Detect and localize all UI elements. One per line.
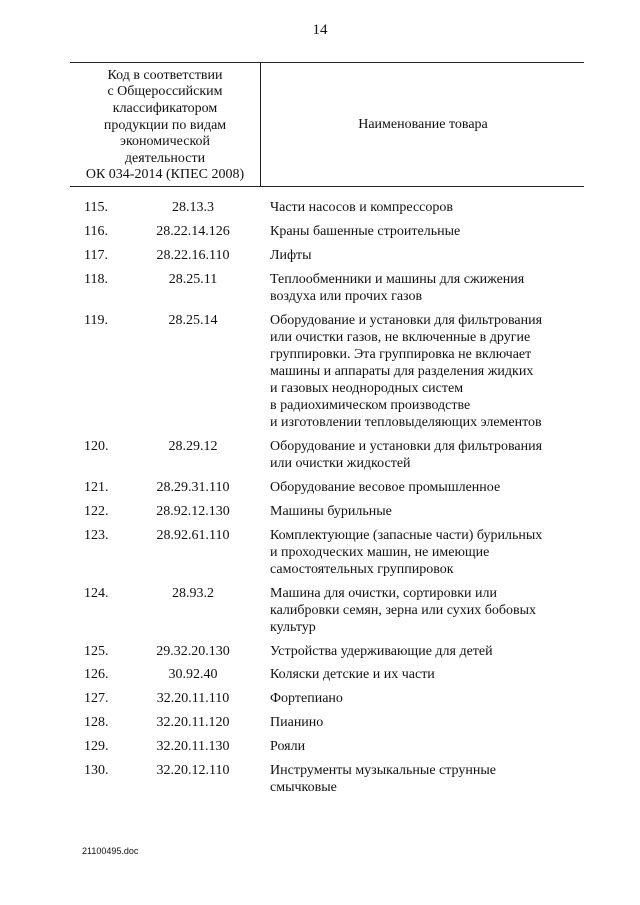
row-code: 28.29.12: [168, 439, 218, 454]
row-code: 29.32.20.130: [156, 644, 230, 659]
row-product-name-line: Рояли: [270, 739, 306, 754]
row-product-name-line: Машины бурильные: [270, 504, 392, 519]
row-number: 124.: [84, 586, 109, 601]
table-row: [0, 585, 640, 636]
row-product-name-line: Машина для очистки, сортировки или: [270, 586, 498, 601]
row-product-name-line: самостоятельных группировок: [270, 562, 454, 577]
table-row: [0, 666, 640, 683]
row-product-name-line: Устройства удерживающие для детей: [270, 644, 493, 659]
row-number: 129.: [84, 739, 109, 754]
row-code: 28.93.2: [172, 586, 214, 601]
row-product-name: [270, 247, 590, 264]
table-row: [0, 247, 640, 264]
row-product-name-line: Пианино: [270, 715, 324, 730]
header-code-line: классификатором: [112, 101, 218, 117]
row-product-name-line: Коляски детские и их части: [270, 667, 435, 682]
table-row: [0, 271, 640, 305]
header-code-line: ОК 034-2014 (КПЕС 2008): [85, 167, 245, 183]
row-number: 127.: [84, 691, 109, 706]
row-product-name-line: Оборудование и установки для фильтрования: [270, 439, 543, 454]
row-product-name: [270, 666, 590, 683]
row-product-name: [270, 479, 590, 496]
row-product-name-line: и газовых неоднородных систем: [270, 381, 464, 396]
table-row: [0, 479, 640, 496]
row-number: 115.: [84, 200, 108, 215]
row-number: 118.: [84, 272, 108, 287]
table-row: [0, 690, 640, 707]
row-product-name: [270, 199, 590, 216]
header-name-column: Наименование товара: [358, 116, 488, 132]
table-body: [0, 199, 640, 796]
row-product-name: [270, 223, 590, 240]
row-product-name-line: и изготовлении тепловыделяющих элементов: [270, 415, 542, 430]
header-code-line: с Общероссийским: [107, 84, 223, 100]
row-product-name-line: Теплообменники и машины для сжижения: [270, 272, 525, 287]
row-product-name-line: машины и аппараты для разделения жидких: [270, 364, 534, 379]
row-code: 32.20.12.110: [156, 763, 230, 778]
row-number: 119.: [84, 313, 108, 328]
row-product-name-line: или очистки жидкостей: [270, 456, 411, 471]
table-row: [0, 643, 640, 660]
table-row: [0, 223, 640, 240]
row-number: 117.: [84, 248, 108, 263]
table-row: [0, 527, 640, 578]
header-code-line: Код в соответствии: [107, 67, 223, 83]
row-product-name: [270, 527, 590, 578]
row-product-name: [270, 714, 590, 731]
row-product-name-line: смычковые: [270, 780, 337, 795]
row-number: 128.: [84, 715, 109, 730]
row-product-name-line: воздуха или прочих газов: [270, 289, 423, 304]
row-number: 126.: [84, 667, 109, 682]
row-product-name-line: и проходческих машин, не имеющие: [270, 545, 490, 560]
row-number: 120.: [84, 439, 109, 454]
row-product-name: [270, 503, 590, 520]
row-product-name-line: Оборудование весовое промышленное: [270, 480, 501, 495]
row-number: 116.: [84, 224, 108, 239]
table-row: [0, 312, 640, 431]
row-product-name: [270, 312, 590, 431]
header-code-column: [70, 63, 261, 186]
row-code: 28.29.31.110: [156, 480, 230, 495]
row-code: 28.13.3: [172, 200, 214, 215]
row-product-name-line: Краны башенные строительные: [270, 224, 461, 239]
header-code-line: деятельности: [124, 150, 206, 166]
row-product-name: [270, 438, 590, 472]
table-row: [0, 199, 640, 216]
table-header: [70, 62, 584, 187]
table-row: [0, 438, 640, 472]
row-number: 121.: [84, 480, 109, 495]
row-product-name-line: Инструменты музыкальные струнные: [270, 763, 496, 778]
row-code: 28.25.11: [168, 272, 218, 287]
row-product-name: [270, 738, 590, 755]
row-product-name-line: или очистки газов, не включенные в другие: [270, 330, 531, 345]
header-code-line: экономической: [119, 134, 211, 150]
row-number: 122.: [84, 504, 109, 519]
table-row: [0, 738, 640, 755]
row-code: 32.20.11.120: [156, 715, 230, 730]
row-product-name: [270, 762, 590, 796]
row-code: 28.22.16.110: [156, 248, 230, 263]
row-product-name-line: Оборудование и установки для фильтрования: [270, 313, 543, 328]
row-product-name-line: в радиохимическом производстве: [270, 398, 471, 413]
row-product-name-line: Фортепиано: [270, 691, 343, 706]
row-code: 28.92.61.110: [156, 528, 230, 543]
row-product-name: [270, 643, 590, 660]
row-code: 28.22.14.126: [156, 224, 230, 239]
row-product-name-line: Комплектующие (запасные части) бурильных: [270, 528, 543, 543]
row-number: 130.: [84, 763, 109, 778]
page-number: 14: [312, 22, 328, 38]
row-product-name: [270, 271, 590, 305]
row-product-name-line: калибровки семян, зерна или сухих бобовых: [270, 603, 537, 618]
header-code-line: продукции по видам: [103, 117, 227, 133]
row-product-name: [270, 690, 590, 707]
row-code: 30.92.40: [168, 667, 218, 682]
row-number: 123.: [84, 528, 109, 543]
row-code: 32.20.11.110: [156, 691, 230, 706]
table-row: [0, 714, 640, 731]
row-code: 28.25.14: [168, 313, 218, 328]
row-code: 28.92.12.130: [156, 504, 230, 519]
row-product-name-line: Лифты: [270, 248, 312, 263]
row-code: 32.20.11.130: [156, 739, 230, 754]
table-row: [0, 503, 640, 520]
footer-filename: 21100495.doc: [82, 846, 139, 856]
row-product-name-line: культур: [270, 620, 316, 635]
table-row: [0, 762, 640, 796]
row-number: 125.: [84, 644, 109, 659]
row-product-name-line: Части насосов и компрессоров: [270, 200, 453, 215]
row-product-name-line: группировки. Эта группировка не включает: [270, 347, 532, 362]
row-product-name: [270, 585, 590, 636]
